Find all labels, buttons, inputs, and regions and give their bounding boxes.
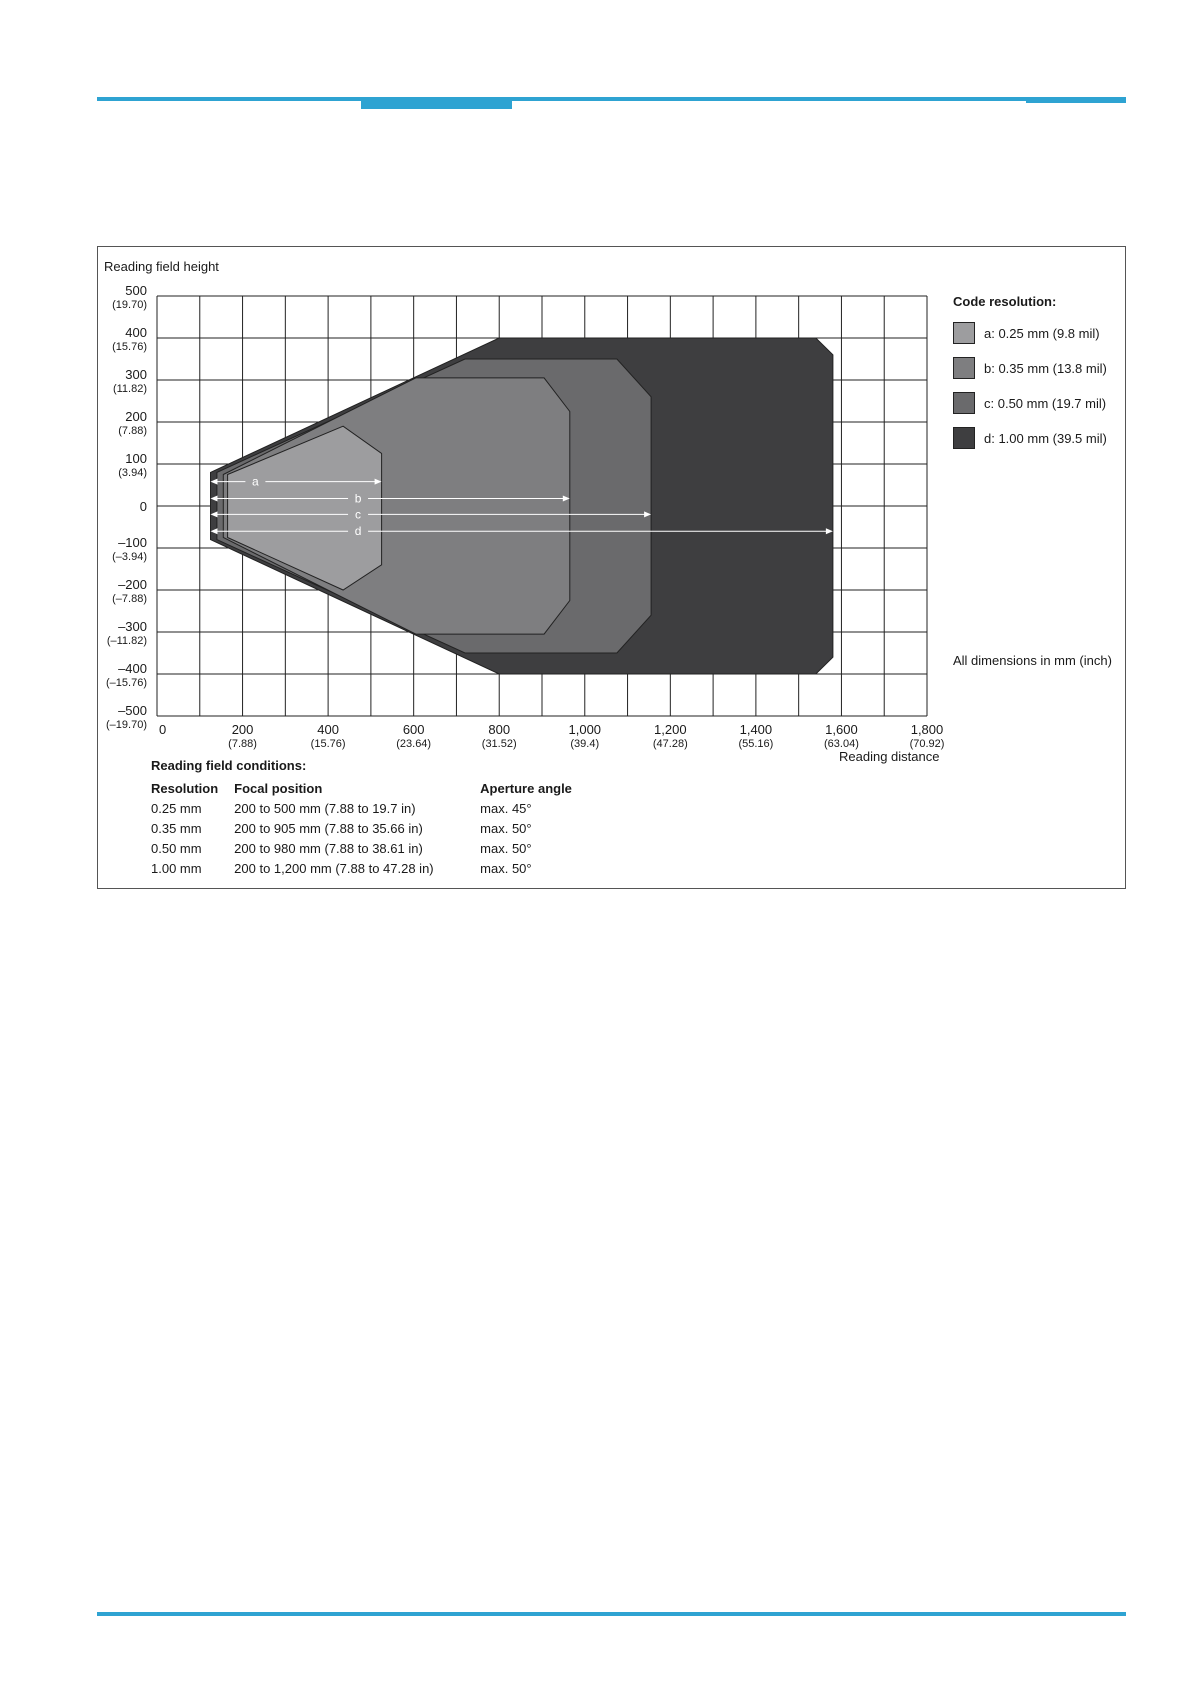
arrow-label-b: b [354,491,362,506]
cell-resolution: 0.25 mm [151,801,202,816]
legend-swatch-b [953,357,975,379]
y-tick-sublabel: (19.70) [112,299,147,311]
y-tick-sublabel: (15.76) [112,341,147,353]
arrow-label-a: a [252,474,259,489]
cell-aperture-angle: max. 45° [480,801,532,816]
x-axis [159,722,944,750]
y-tick-sublabel: (3.94) [118,467,147,479]
y-tick-label: 200 [125,409,147,424]
x-tick-sublabel: (47.28) [652,738,688,750]
reading-field-conditions [151,758,588,881]
header-rule-left [97,97,361,101]
table-row [151,861,588,881]
x-tick-sublabel: (70.92) [909,738,945,750]
arrow-label-c: c [355,507,362,522]
legend-label-c: c: 0.50 mm (19.7 mil) [984,395,1107,411]
y-tick-sublabel: (–3.94) [112,551,147,563]
y-axis [106,283,147,731]
legend-swatch-c [953,392,975,414]
legend-swatch-d [953,427,975,449]
cell-focal-position: 200 to 980 mm (7.88 to 38.61 in) [234,841,423,856]
x-tick-sublabel: (23.64) [396,738,432,750]
reading-field-shapes [211,338,833,674]
table-row [151,821,588,841]
y-tick-label: 0 [139,499,147,514]
x-tick-label: 1,000 [568,722,602,737]
cell-resolution: 0.50 mm [151,841,202,856]
y-tick-label: –200 [118,577,147,592]
conditions-header-row [151,781,588,801]
legend-title: Code resolution: [953,294,1057,309]
y-tick-label: –100 [118,535,147,550]
cell-aperture-angle: max. 50° [480,841,532,856]
y-tick-sublabel: (–19.70) [106,719,147,731]
header-rule-right [1026,97,1126,103]
x-tick-label: 1,400 [739,722,773,737]
legend-label-b: b: 0.35 mm (13.8 mil) [984,360,1107,376]
conditions-table [151,781,588,881]
y-tick-label: 400 [125,325,147,340]
cell-resolution: 0.35 mm [151,821,202,836]
footer-rule [97,1612,1126,1616]
x-tick-label: 600 [402,722,425,737]
cell-aperture-angle: max. 50° [480,861,532,876]
legend-label-a: a: 0.25 mm (9.8 mil) [984,325,1100,341]
x-tick-sublabel: (55.16) [738,738,774,750]
y-tick-label: 500 [125,283,147,298]
x-tick-label: 0 [159,722,167,737]
header-rule-tab [361,97,512,109]
table-row [151,801,588,821]
conditions-title: Reading field conditions: [151,758,307,773]
x-tick-sublabel: (39.4) [570,738,600,750]
y-tick-sublabel: (–7.88) [112,593,147,605]
x-tick-label: 800 [488,722,511,737]
y-tick-label: 100 [125,451,147,466]
x-tick-sublabel: (7.88) [228,738,257,750]
x-tick-label: 400 [317,722,339,737]
y-tick-label: –300 [118,619,147,634]
legend-item-a [953,321,1107,345]
y-tick-label: 300 [125,367,147,382]
x-tick-label: 1,600 [825,722,858,737]
x-tick-label: 200 [231,722,254,737]
x-tick-sublabel: (15.76) [310,738,346,750]
y-tick-sublabel: (11.82) [112,383,147,395]
y-tick-sublabel: (7.88) [118,425,147,437]
x-tick-label: 1,200 [654,722,687,737]
legend-item-c [953,391,1107,415]
y-tick-label: –500 [118,703,147,718]
legend-swatch-a [953,322,975,344]
y-tick-sublabel: (–15.76) [106,677,147,689]
y-axis-title: Reading field height [104,259,219,274]
y-tick-label: –400 [118,661,147,676]
header-resolution: Resolution [151,781,219,796]
x-tick-label: 1,800 [910,722,944,737]
cell-resolution: 1.00 mm [151,861,202,876]
dimensions-note: All dimensions in mm (inch) [953,653,1112,668]
y-tick-sublabel: (–11.82) [106,635,147,647]
cell-focal-position: 200 to 905 mm (7.88 to 35.66 in) [234,821,423,836]
arrow-label-d: d [354,524,362,539]
x-tick-sublabel: (63.04) [824,738,859,750]
legend-item-b [953,356,1107,380]
cell-aperture-angle: max. 50° [480,821,532,836]
x-axis-title: Reading distance [839,749,940,764]
header-aperture-angle: Aperture angle [480,781,572,796]
x-tick-sublabel: (31.52) [481,738,517,750]
header-rule-mid [512,97,1026,101]
legend [953,294,1107,461]
legend-item-d [953,426,1107,450]
header-focal-position: Focal position [234,781,323,796]
cell-focal-position: 200 to 500 mm (7.88 to 19.7 in) [234,801,416,816]
table-row [151,841,588,861]
cell-focal-position: 200 to 1,200 mm (7.88 to 47.28 in) [234,861,434,876]
legend-label-d: d: 1.00 mm (39.5 mil) [984,430,1107,446]
